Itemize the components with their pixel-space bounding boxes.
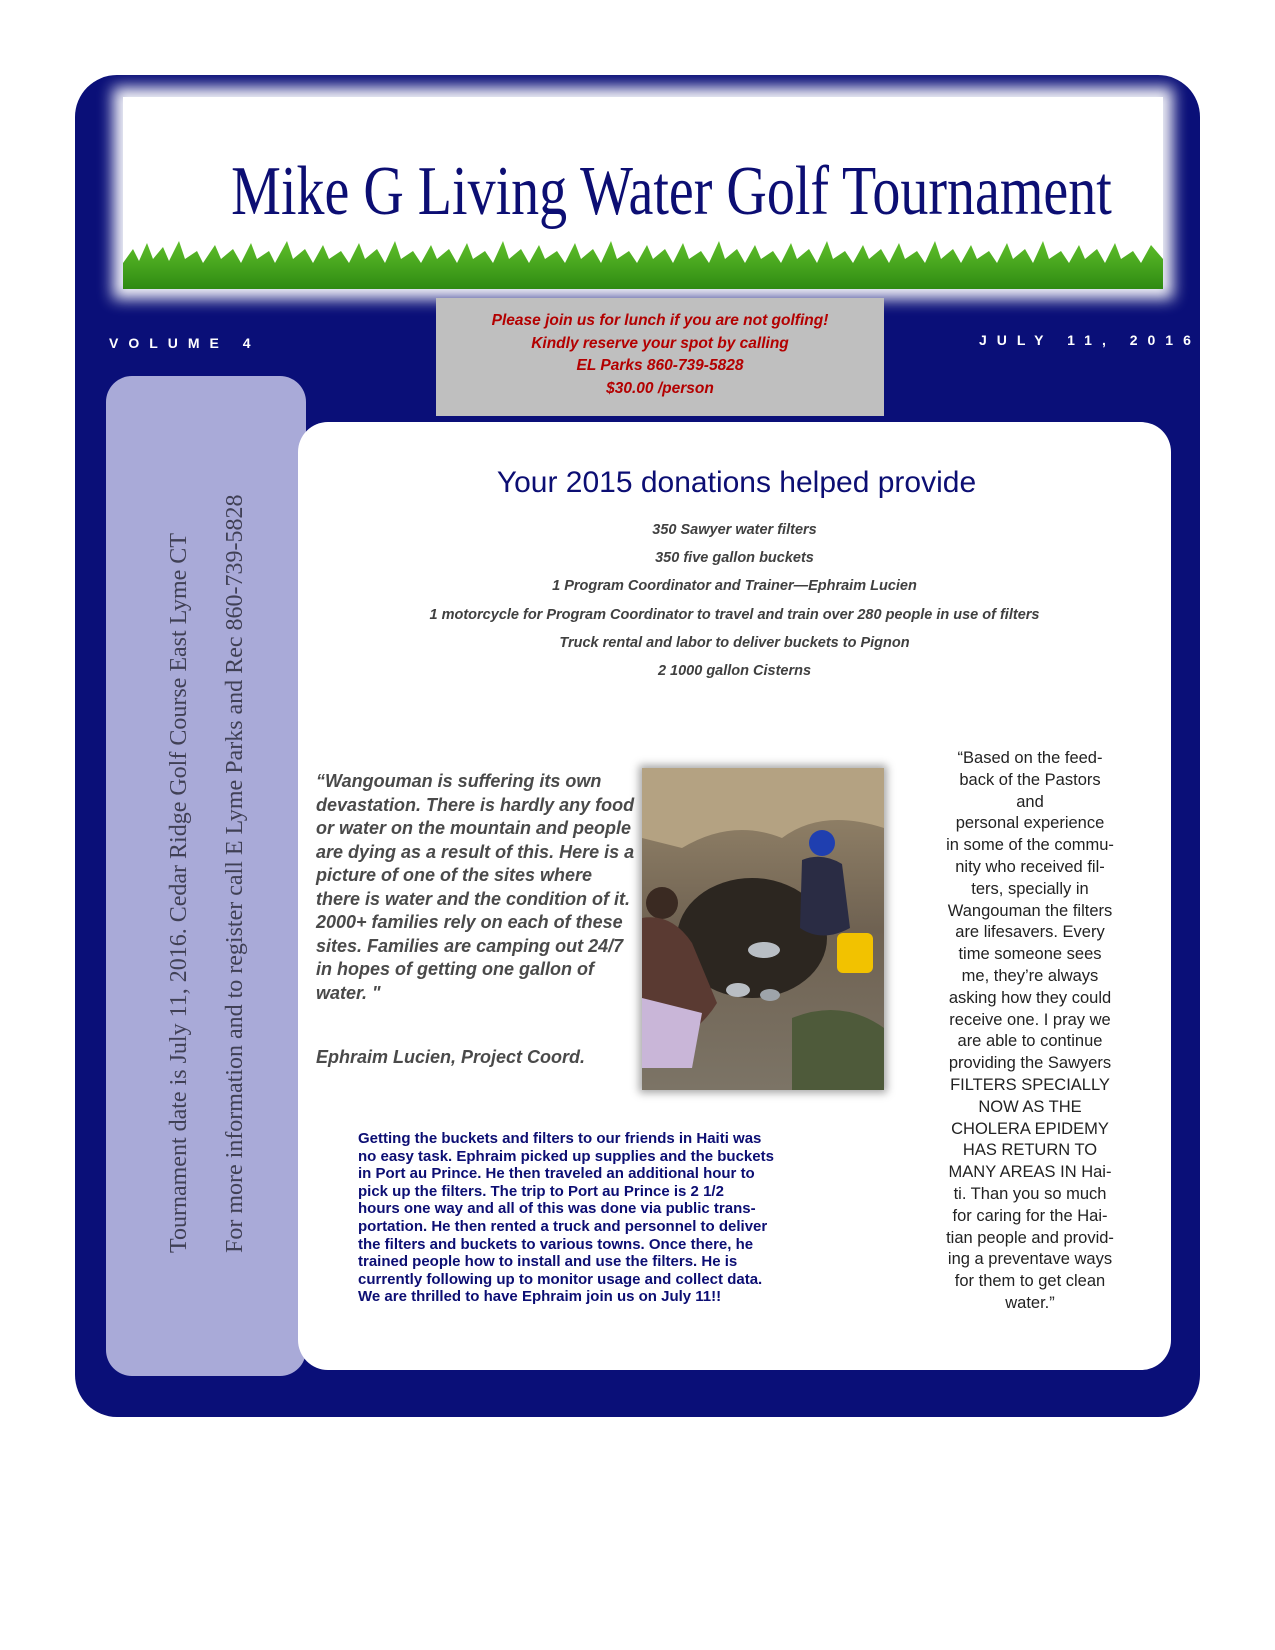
testimonial-line: time someone sees (958, 945, 1102, 964)
donation-item: Truck rental and labor to deliver buckets to Pignon (559, 634, 910, 651)
testimonial-line: “Based on the feed- (957, 749, 1103, 767)
story-line: currently following up to monitor usage and collect data. (358, 1270, 763, 1288)
testimonial-line: receive one. I pray we (949, 1010, 1111, 1029)
donation-item: 350 Sawyer water filters (652, 522, 817, 538)
testimonial-column (925, 748, 1135, 1315)
donations-heading: Your 2015 donations helped provide (496, 466, 977, 499)
testimonial-line: tian people and provid- (946, 1228, 1114, 1247)
testimonial-line: me, they’re always (961, 966, 1099, 985)
donation-item: 1 Program Coordinator and Trainer—Ephraim Lucien (552, 578, 917, 595)
lunch-line: EL Parks 860-739-5828 (576, 357, 744, 374)
testimonial-line: and (1016, 792, 1044, 811)
testimonial-line: for caring for the Hai- (952, 1206, 1108, 1225)
testimonial-line: Wangouman the filters (947, 901, 1113, 920)
lunch-notice (436, 298, 884, 416)
water-site-photo (642, 768, 884, 1090)
testimonial-line: HAS RETURN TO (962, 1141, 1098, 1160)
volume-label: VOLUME 4 (109, 335, 261, 351)
story-line: Getting the buckets and filters to our friends in Haiti was (358, 1130, 762, 1147)
newsletter-title: Mike G Living Water Golf Tournament (231, 153, 1112, 230)
pull-quote: “Wangouman is suffering its own devastation. There is hardly any food or water on the mountain and people are dying as a result of this. Here is a picture of one of the sites where there is water and the condition of it. 2000+ families rely on each of these sites. Families are camping out 24/7 in hopes of getting one gallon of water. " (316, 771, 635, 1003)
story-line: hours one way and all of this was done via public trans- (358, 1200, 756, 1218)
testimonial-line: NOW AS THE (978, 1097, 1082, 1116)
testimonial-line: asking how they could (948, 988, 1112, 1007)
testimonial-line: nity who received fil- (955, 857, 1105, 876)
registration-line: For more information and to register call E Lyme Parks and Rec 860-739-5828 (222, 494, 248, 1253)
lunch-line: $30.00 /person (606, 379, 714, 397)
lunch-line: Please join us for lunch if you are not golfing! (491, 312, 829, 329)
donation-item: 350 five gallon buckets (655, 550, 814, 567)
quote-attribution: Ephraim Lucien, Project Coord. (316, 1047, 586, 1067)
story-line: no easy task. Ephraim picked up supplies and the buckets (358, 1147, 774, 1165)
testimonial-line: for them to get clean (954, 1272, 1106, 1291)
story-line: the filters and buckets to various towns. Once there, he (358, 1235, 754, 1253)
testimonial-line: FILTERS SPECIALLY (950, 1075, 1110, 1094)
testimonial-line: personal experience (955, 814, 1105, 833)
testimonial-line: CHOLERA EPIDEMY (951, 1119, 1109, 1138)
testimonial-line: in some of the commu- (946, 836, 1114, 855)
testimonial-line: providing the Sawyers (948, 1054, 1112, 1073)
testimonial-line: ters, specially in (971, 879, 1089, 898)
testimonial-line: ti. Than you so much (953, 1184, 1107, 1203)
testimonial-line: are lifesavers. Every (955, 923, 1105, 942)
story-line: portation. He then rented a truck and personnel to deliver (358, 1217, 768, 1235)
donation-item: 2 1000 gallon Cisterns (657, 663, 812, 680)
testimonial-line: MANY AREAS IN Hai- (948, 1163, 1112, 1182)
testimonial-line: back of the Pastors (959, 770, 1101, 789)
tournament-date-line: Tournament date is July 11, 2016. Cedar Ridge Golf Course East Lyme CT (166, 533, 192, 1253)
sidebar-text (151, 473, 271, 1253)
story-line: We are thrilled to have Ephraim join us on July 11!! (358, 1288, 722, 1306)
story-paragraph (358, 1130, 858, 1306)
testimonial-line: are able to continue (957, 1032, 1103, 1051)
story-line: in Port au Prince. He then traveled an additional hour to (358, 1165, 755, 1183)
lunch-line: Kindly reserve your spot by calling (531, 334, 789, 352)
testimonial-line: ing a preventave ways (947, 1250, 1113, 1269)
issue-date: JULY 11, 2016 (979, 332, 1201, 348)
story-line: trained people how to install and use the filters. He is (358, 1253, 738, 1271)
story-line: pick up the filters. The trip to Port au Prince is 2 1/2 (358, 1182, 724, 1200)
donations-list (298, 516, 1171, 685)
grass-graphic (123, 229, 1163, 289)
header-banner (123, 97, 1163, 289)
testimonial-line: water.” (1005, 1293, 1055, 1312)
photo-illustration (642, 768, 884, 1090)
donation-item: 1 motorcycle for Program Coordinator to travel and train over 280 people in use of filters (429, 606, 1040, 623)
